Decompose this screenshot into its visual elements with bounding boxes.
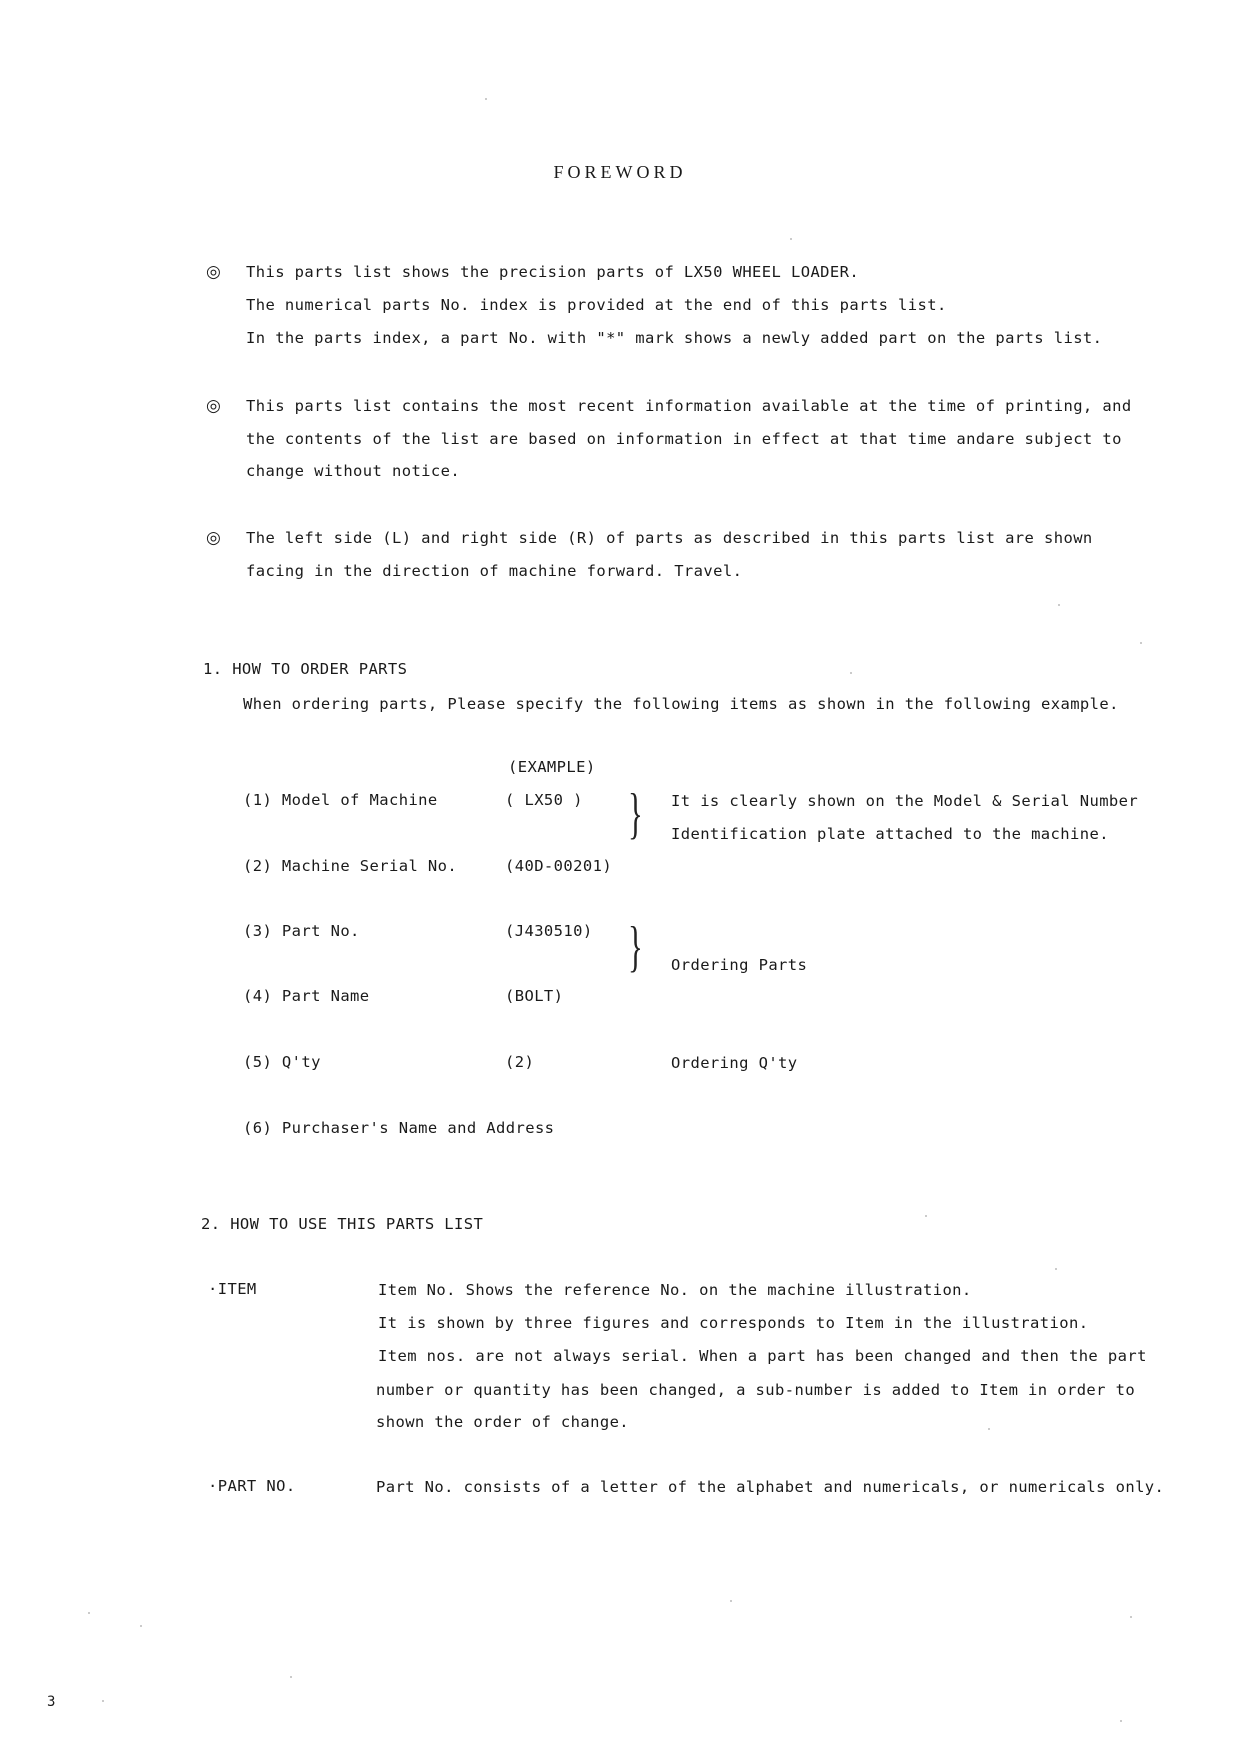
scan-speck	[140, 1625, 142, 1627]
model-serial-note-line-2: Identification plate attached to the machine.	[671, 825, 1109, 843]
scan-speck	[988, 1428, 990, 1430]
scan-speck	[925, 1215, 927, 1217]
scan-speck	[290, 1676, 292, 1678]
bullet-icon: ◎	[206, 262, 222, 282]
order-item-label: (6) Purchaser's Name and Address	[243, 1119, 555, 1137]
note-1-line-1: This parts list shows the precision parts of LX50 WHEEL LOADER.	[246, 263, 860, 281]
scan-speck	[850, 672, 852, 674]
scan-speck	[485, 98, 487, 100]
brace-icon: }	[628, 783, 644, 845]
scan-speck	[1058, 604, 1060, 606]
ordering-qty-note: Ordering Q'ty	[671, 1054, 798, 1072]
order-item-value: (J430510)	[505, 922, 593, 940]
section-1-intro: When ordering parts, Please specify the following items as shown in the following example.	[243, 695, 1119, 713]
scan-speck	[1130, 1616, 1132, 1618]
part-no-desc-line-1: Part No. consists of a letter of the alphabet and numericals, or numericals only.	[376, 1478, 1165, 1496]
order-item-label: (4) Part Name	[243, 987, 370, 1005]
note-2-line-2: the contents of the list are based on information in effect at that time andare subject to	[246, 430, 1122, 448]
note-3-line-2: facing in the direction of machine forward. Travel.	[246, 562, 743, 580]
order-item-label: (1) Model of Machine	[243, 791, 438, 809]
section-1-heading: 1. HOW TO ORDER PARTS	[203, 660, 408, 678]
scan-speck	[730, 1600, 732, 1602]
part-no-term: ·PART NO.	[208, 1477, 296, 1495]
item-desc-line-2: It is shown by three figures and corresponds to Item in the illustration.	[378, 1314, 1089, 1332]
scan-speck	[88, 1612, 90, 1614]
order-item-value: (2)	[505, 1053, 535, 1071]
note-1-line-3: In the parts index, a part No. with "*" mark shows a newly added part on the parts list.	[246, 329, 1103, 347]
order-item-value: (BOLT)	[505, 987, 564, 1005]
scan-speck	[1140, 642, 1142, 644]
scan-speck	[1055, 1268, 1057, 1270]
order-item-label: (2) Machine Serial No.	[243, 857, 458, 875]
note-2-line-1: This parts list contains the most recent information available at the time of printing, and	[246, 397, 1132, 415]
bullet-icon: ◎	[206, 396, 222, 416]
order-item-value: ( LX50 )	[505, 791, 583, 809]
example-header: (EXAMPLE)	[508, 758, 596, 776]
model-serial-note-line-1: It is clearly shown on the Model & Serial Number	[671, 792, 1139, 810]
scan-speck	[1120, 1720, 1122, 1722]
page-number: 3	[47, 1694, 56, 1710]
order-item-value: (40D-00201)	[505, 857, 613, 875]
note-3-line-1: The left side (L) and right side (R) of parts as described in this parts list are shown	[246, 529, 1093, 547]
page-title: FOREWORD	[553, 162, 687, 182]
item-desc-line-5: shown the order of change.	[376, 1413, 630, 1431]
ordering-parts-note: Ordering Parts	[671, 956, 808, 974]
bullet-icon: ◎	[206, 528, 222, 548]
item-term: ·ITEM	[208, 1280, 257, 1298]
item-desc-line-4: number or quantity has been changed, a sub-number is added to Item in order to	[376, 1381, 1136, 1399]
section-2-heading: 2. HOW TO USE THIS PARTS LIST	[201, 1215, 484, 1233]
scan-speck	[102, 1700, 104, 1702]
order-item-label: (3) Part No.	[243, 922, 360, 940]
brace-icon: }	[628, 916, 644, 978]
scan-speck	[790, 238, 792, 240]
order-item-label: (5) Q'ty	[243, 1053, 321, 1071]
item-desc-line-1: Item No. Shows the reference No. on the machine illustration.	[378, 1281, 972, 1299]
note-2-line-3: change without notice.	[246, 462, 461, 480]
item-desc-line-3: Item nos. are not always serial. When a part has been changed and then the part	[378, 1347, 1147, 1365]
note-1-line-2: The numerical parts No. index is provided at the end of this parts list.	[246, 296, 947, 314]
